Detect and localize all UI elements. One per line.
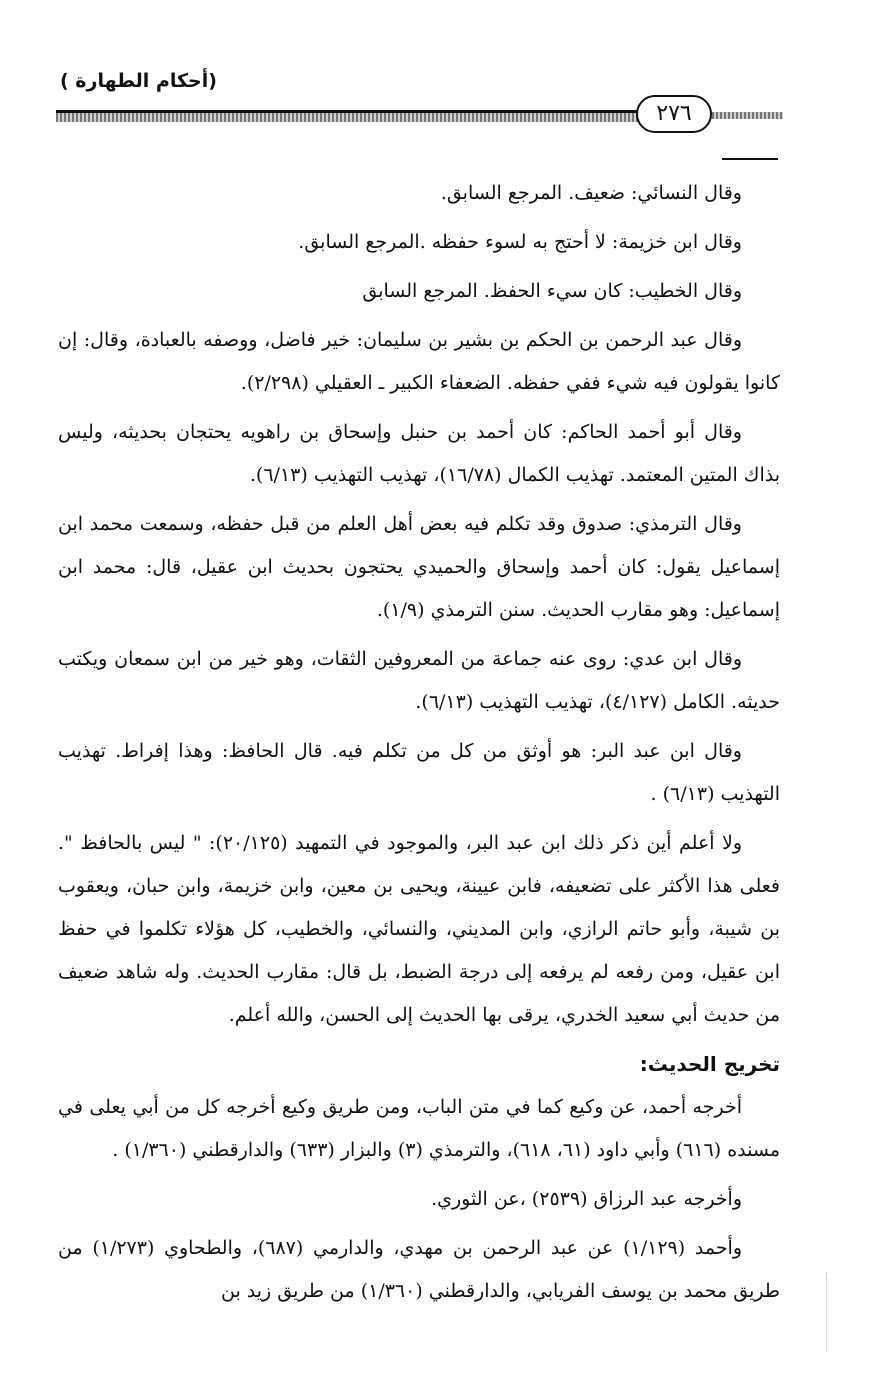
page-header [0, 0, 873, 140]
header-rule-right [700, 112, 783, 119]
paragraph: وأخرجه عبد الرزاق (٢٥٣٩) ،عن الثوري. [431, 1188, 742, 1210]
footnote-separator [722, 158, 778, 160]
paragraph: أخرجه أحمد، عن وكيع كما في متن الباب، ومن طريق وكيع أخرجه كل من أبي يعلى في مسنده (٦١٦) وأبي داود (٦١، ٦١٨)، والترمذي (٣) والبزار (٦٣٣) والدارقطني (١/٣٦٠) . [58, 1096, 780, 1161]
paragraph: وأحمد (١/١٢٩) عن عبد الرحمن بن مهدي، والدارمي (٦٨٧)، والطحاوي (١/٢٧٣) من طريق محمد بن يوسف الفريابي، والدارقطني (١/٣٦٠) من طريق زيد بن [58, 1237, 780, 1302]
paragraph: وقال أبو أحمد الحاكم: كان أحمد بن حنبل وإسحاق بن راهويه يحتجان بحديثه، وليس بذاك المتين المعتمد. تهذيب الكمال (١٦/٧٨)، تهذيب التهذيب (٦/١٣). [58, 421, 780, 486]
paragraph: وقال ابن عبد البر: هو أوثق من كل من تكلم فيه. قال الحافظ: وهذا إفراط. تهذيب التهذيب (٦/١٣) . [58, 740, 780, 805]
header-rule [56, 110, 640, 122]
margin-mark [826, 1272, 828, 1352]
paragraph: وقال عبد الرحمن بن الحكم بن بشير بن سليمان: خير فاضل، ووصفه بالعبادة، وقال: إن كانوا يقولون فيه شيء ففي حفظه. الضعفاء الكبير ـ العقيلي (٢/٢٩٨). [58, 329, 780, 394]
paragraph: وقال ابن خزيمة: لا أحتج به لسوء حفظه .المرجع السابق. [298, 231, 742, 253]
book-title: (أحكام الطهارة ) [60, 70, 217, 92]
section-heading: تخريج الحديث: [639, 1052, 780, 1076]
paragraph: ولا أعلم أين ذكر ذلك ابن عبد البر، والموجود في التمهيد (٢٠/١٢٥): " ليس بالحافظ ". فعلى هذا الأكثر على تضعيفه، فابن عيينة، ويحيى بن معين، وابن خزيمة، وابن حبان، ويعقوب بن شيبة، وأبو حاتم الرازي، وابن المديني، والنسائي، والخطيب، كل هؤلاء تكلموا في حفظ ابن عقيل، ومن رفعه لم يرفعه إلى درجة الضبط، بل قال: مقارب الحديث. وله شاهد ضعيف من حديث أبي سعيد الخدري، يرقى بها الحديث إلى الحسن، والله أعلم. [58, 832, 780, 1026]
paragraph: وقال الترمذي: صدوق وقد تكلم فيه بعض أهل العلم من قبل حفظه، وسمعت محمد ابن إسماعيل يقول: كان أحمد وإسحاق والحميدي يحتجون بحديث ابن عقيل، قال: محمد ابن إسماعيل: وهو مقارب الحديث. سنن الترمذي (١/٩). [58, 513, 780, 621]
page-number: ٢٧٦ [636, 95, 712, 133]
paragraph: وقال النسائي: ضعيف. المرجع السابق. [440, 182, 742, 204]
paragraph: وقال الخطيب: كان سيء الحفظ. المرجع السابق [362, 280, 742, 302]
page-body [58, 172, 780, 1319]
paragraph: وقال ابن عدي: روى عنه جماعة من المعروفين الثقات، وهو خير من ابن سمعان ويكتب حديثه. الكامل (٤/١٢٧)، تهذيب التهذيب (٦/١٣). [58, 648, 780, 713]
